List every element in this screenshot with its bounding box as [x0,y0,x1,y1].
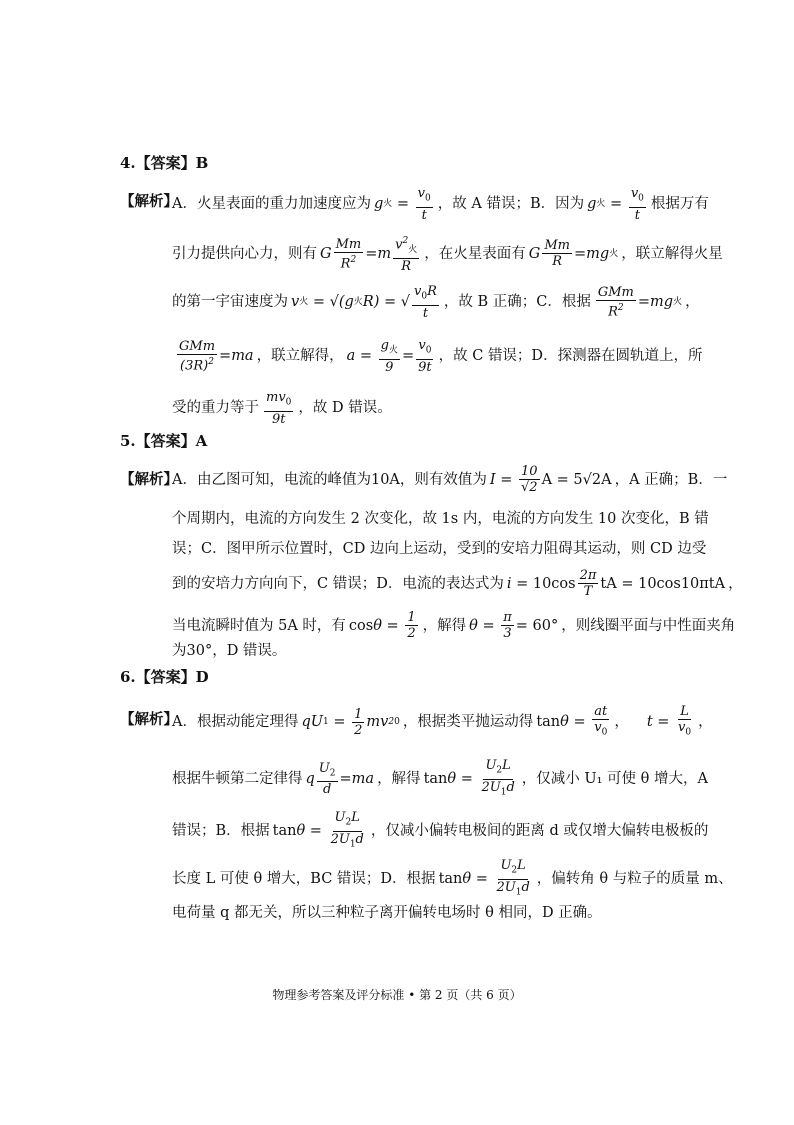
q6-line-1: A．根据动能定理得 qU 1 = $\frac{1}{2}$ mv 2 0 ，根据类平抛运动得 tan θ = $\frac{at}{v_0}$ ， t = $\frac{L}{v_0}$ ， [172,704,713,738]
q4-line-3: 的第一宇宙速度为 v 火 = √( g 火 R ) = √ $\frac{v_0R}{t}$ ，故 B 正确；C．根据 $\frac{\text{GMm}}{R^2}$ = mg 火 ， [172,284,700,321]
q5-line-5: 当电流瞬时值为 5A 时，有 cos θ = $\frac{1}{2}$ ，解得 θ = $\frac{\pi}{3}$ = 60° ，则线圈平面与中性面夹角 [172,610,736,641]
q4-label: 【解析】 [120,193,178,210]
q4-line-2: 引力提供向心力，则有 G $\frac{Mm}{R^2}$ = m $\frac{v^2_火}{R}$ ，在火星表面有 G $\frac{Mm}{R}$ = mg 火 ，联立解得火星 [172,236,723,274]
q6-line-5: 电荷量 q 都无关，所以三种粒子离开偏转电场时 θ 相同，D 正确。 [172,905,602,921]
q6-answer: 6.【答案】D [120,668,209,686]
q4-answer: 4.【答案】B [120,154,209,172]
q5-answer: 5.【答案】A [120,432,208,450]
q4-line-4: $\frac{\text{GMm}}{(3R)^2}$ = ma ，联立解得， a = $\frac{g_火}{9}$ = $\frac{v_0}{9t}$ ，故 C 错误；D．探测器在圆轨道上，所 [179,338,703,375]
q4-line-5: 受的重力等于 $\frac{mv_0}{9t}$ ，故 D 错误。 [172,390,392,427]
q5-line-3: 误；C．图甲所示位置时，CD 边向上运动，受到的安培力阻碍其运动，则 CD 边受 [172,541,707,557]
q5-line-1: A．由乙图可知，电流的峰值为10A，则有效值为 I = $\frac{10}{√2}$ A = 5√2A ，A 正确；B．一 [172,464,728,495]
q5-label: 【解析】 [120,471,178,488]
q4-line-1: A．火星表面的重力加速度应为 g 火 = $\frac{v_0}{t}$ ，故 A 错误；B．因为 g 火 = $\frac{v_0}{t}$ 根据万有 [172,186,709,223]
q5-line-6: 为30°，D 错误。 [172,643,287,659]
q6-label: 【解析】 [120,711,178,728]
page-footer: 物理参考答案及评分标准 • 第 2 页（共 6 页） [272,988,522,1002]
q6-line-3: 错误；B．根据 tan θ = $\frac{U_2L}{2U_1d}$ ，仅减小偏转电极间的距离 d 或仅增大偏转电极板的 [172,810,709,850]
q6-line-4: 长度 L 可使 θ 增大，BC 错误；D．根据 tan θ = $\frac{U_2L}{2U_1d}$ ，偏转角 θ 与粒子的质量 m、 [172,858,733,898]
q5-line-4: 到的安培力方向向下，C 错误；D．电流的表达式为 i = 10cos $\frac{2\pi}{T}$ tA = 10cos10πtA ， [172,568,743,599]
q6-line-2: 根据牛顿第二定律得 q $\frac{U_2}{d}$ = ma ，解得 tan θ = $\frac{U_2L}{2U_1d}$ ，仅减小 U₁ 可使 θ 增大，A [172,758,708,798]
q5-line-2: 个周期内，电流的方向发生 2 次变化，故 1s 内，电流的方向发生 10 次变化，B 错 [172,511,709,527]
